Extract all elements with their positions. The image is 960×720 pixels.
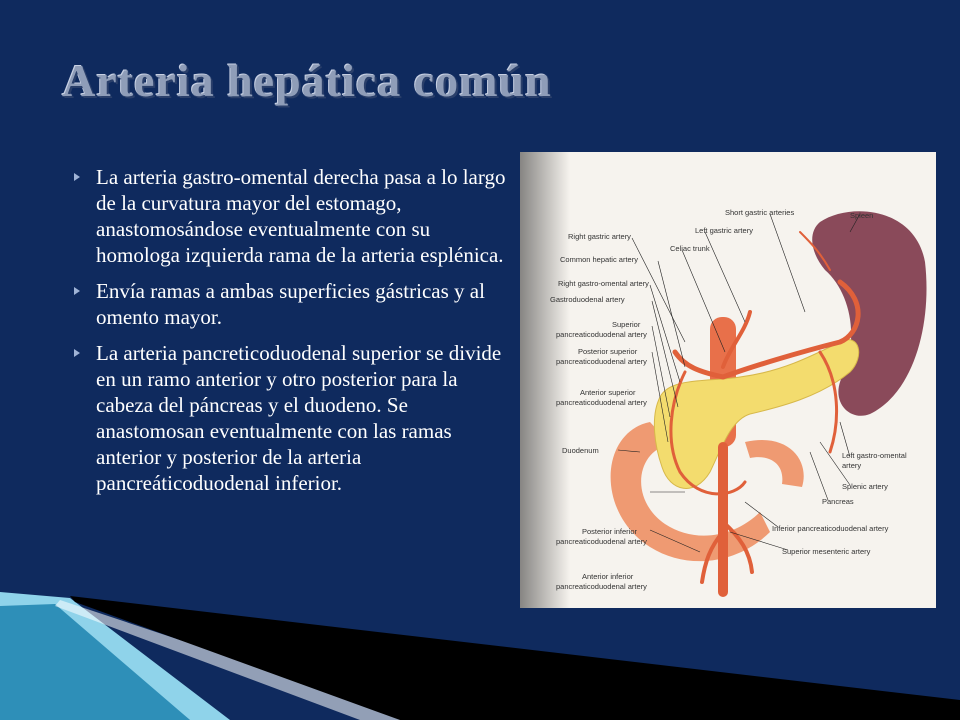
- bullet-item: [72, 278, 517, 330]
- arrow-bullet-icon: [74, 349, 80, 357]
- corner-decoration: [0, 580, 960, 720]
- bullet-item: [72, 164, 517, 268]
- anatomy-illustration: [520, 152, 936, 608]
- bullet-text: La arteria pancreticoduodenal superior se divide en un ramo anterior y otro posterior para la cabeza del páncreas y el duodeno. Se anastomosan eventualmente con las ramas anterior y posterior de la arteria pancreáticoduodenal inferior.: [96, 341, 502, 495]
- bullet-text: La arteria gastro-omental derecha pasa a lo largo de la curvatura mayor del estomago, anastomosándose eventualmente con su homologa izquierda rama de la arteria esplénica.: [96, 165, 506, 267]
- bullet-item: [72, 340, 517, 496]
- arrow-bullet-icon: [74, 287, 80, 295]
- bullet-list: [72, 164, 517, 506]
- slide-title: Arteria hepática común: [62, 55, 552, 106]
- arrow-bullet-icon: [74, 173, 80, 181]
- page-fold-shadow: [520, 152, 936, 608]
- anatomy-figure: [520, 152, 936, 608]
- bullet-text: Envía ramas a ambas superficies gástricas y al omento mayor.: [96, 279, 485, 329]
